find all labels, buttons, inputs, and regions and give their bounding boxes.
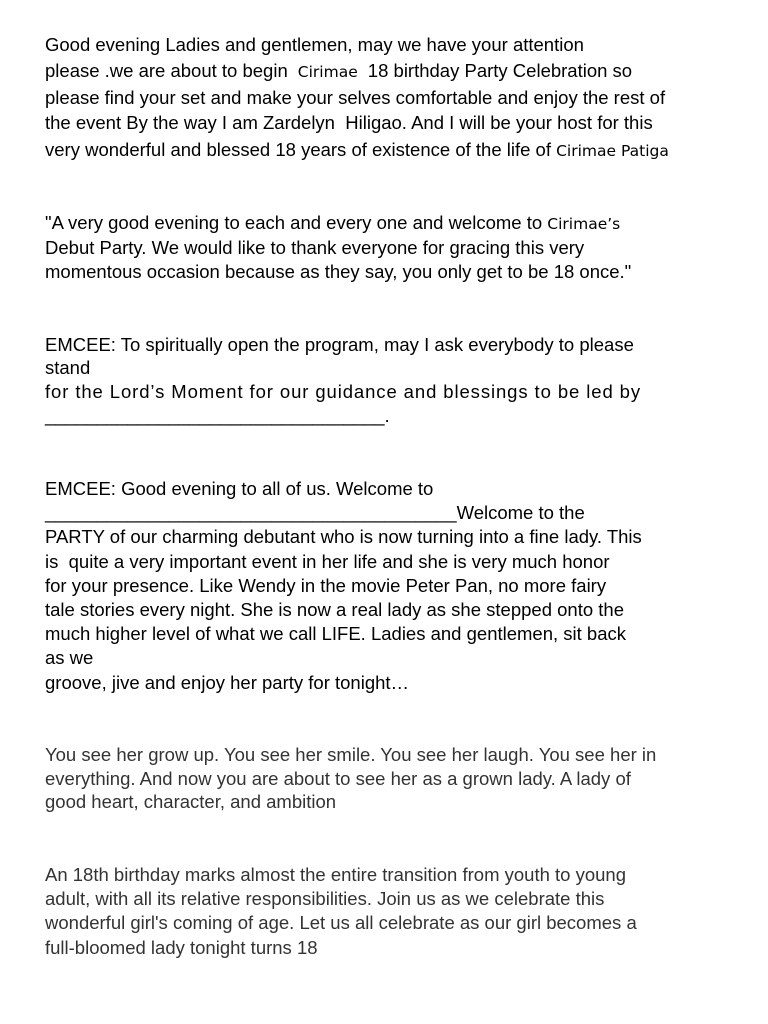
text-line — [45, 138, 669, 163]
text-line — [45, 59, 632, 84]
text-line: for your presence. Like Wendy in the movie Peter Pan, no more fairy — [45, 575, 607, 596]
text-line: PARTY of our charming debutant who is now turning into a fine lady. This — [45, 526, 642, 547]
text-line: good heart, character, and ambition — [45, 791, 337, 812]
text-span: "A very good evening to each and every one and welcome to — [45, 212, 548, 233]
text-line: You see her grow up. You see her smile. You see her laugh. You see her in — [45, 744, 657, 765]
debutant-name: Cirimae — [292, 63, 363, 81]
text-line: momentous occasion because as they say, you only get to be 18 once." — [45, 261, 632, 282]
text-line: Good evening Ladies and gentlemen, may we have your attention — [45, 34, 584, 55]
text-line: adult, with all its relative responsibilities. Join us as we celebrate this — [45, 888, 605, 909]
text-span: 18 birthday Party Celebration so — [362, 60, 633, 81]
text-span: very wonderful and blessed 18 years of existence of the life of — [45, 139, 557, 160]
text-line: everything. And now you are about to see her as a grown lady. A lady of — [45, 768, 631, 789]
text-span: Welcome to the — [456, 502, 585, 523]
text-line: is quite a very important event in her life and she is very much honor — [45, 551, 610, 572]
blank-line: ________________________________________ — [45, 502, 457, 523]
text-line: groove, jive and enjoy her party for tonight… — [45, 672, 410, 693]
text-line: as we — [45, 647, 94, 668]
text-line — [45, 211, 620, 236]
text-line: EMCEE: To spiritually open the program, may I ask everybody to please — [45, 334, 634, 355]
text-line: stand — [45, 357, 91, 378]
text-line: wonderful girl's coming of age. Let us all celebrate as our girl becomes a — [45, 912, 637, 933]
debutant-name: Cirimae’s — [547, 215, 621, 233]
text-line: full-bloomed lady tonight turns 18 — [45, 937, 318, 958]
text-line: for the Lord’s Moment for our guidance and blessings to be led by — [45, 381, 642, 402]
text-span: please .we are about to begin — [45, 60, 293, 81]
text-line: An 18th birthday marks almost the entire transition from youth to young — [45, 864, 626, 885]
text-line: EMCEE: Good evening to all of us. Welcome to — [45, 478, 434, 499]
debutant-full-name: Cirimae Patiga — [556, 142, 669, 160]
text-line: much higher level of what we call LIFE. Ladies and gentlemen, sit back — [45, 623, 627, 644]
text-line: _________________________________. — [45, 405, 390, 426]
text-line: Debut Party. We would like to thank everyone for gracing this very — [45, 237, 585, 258]
text-line: the event By the way I am Zardelyn Hiligao. And I will be your host for this — [45, 112, 653, 133]
text-line — [45, 501, 585, 525]
text-line: tale stories every night. She is now a real lady as she stepped onto the — [45, 599, 624, 620]
text-line: please find your set and make your selves comfortable and enjoy the rest of — [45, 87, 666, 108]
